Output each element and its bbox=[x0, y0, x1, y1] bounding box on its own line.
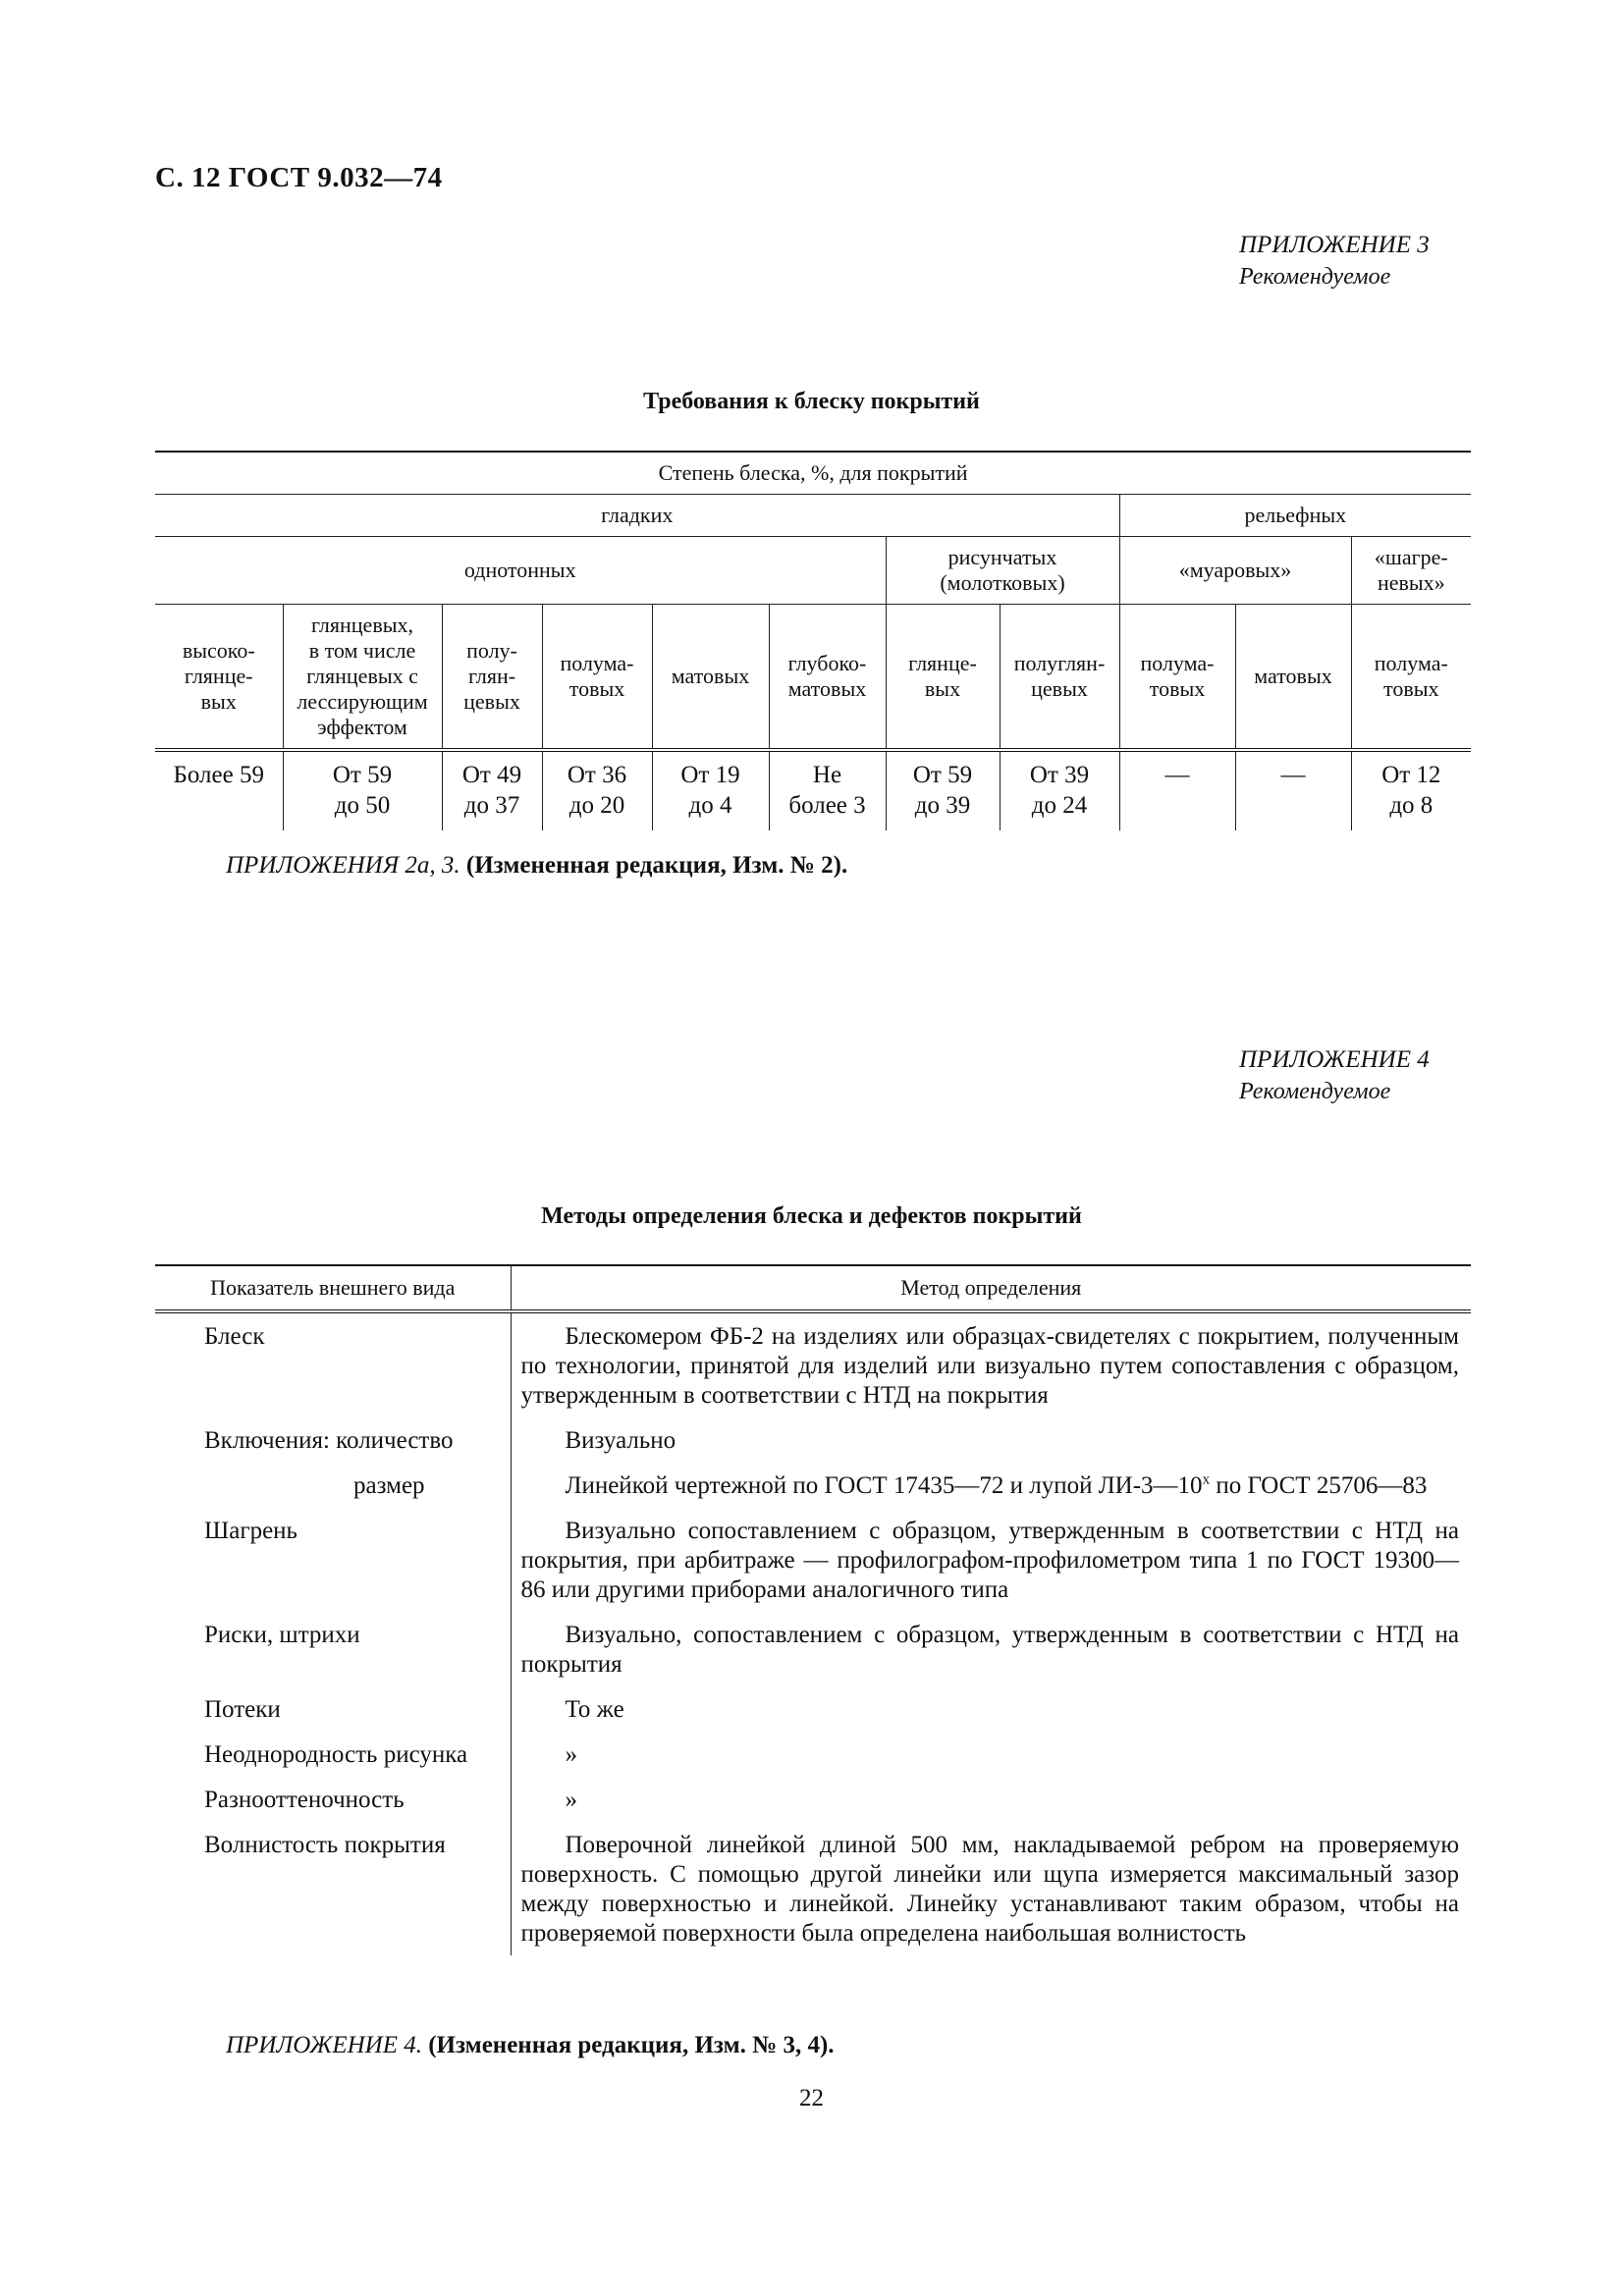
value-cell: От 12 до 8 bbox=[1351, 750, 1471, 830]
revision-note-1 bbox=[226, 852, 847, 880]
group-relief: рельефных bbox=[1119, 495, 1471, 537]
value-cell: От 49 до 37 bbox=[442, 750, 542, 830]
appendix-3-status: Рекомендуемое bbox=[1239, 264, 1391, 290]
value-cell: От 59 до 39 bbox=[886, 750, 1000, 830]
gloss-requirements-table bbox=[155, 451, 1471, 830]
table-row bbox=[155, 1463, 1471, 1508]
indicator-cell: Неоднородность рисунка bbox=[204, 1741, 468, 1768]
column-header: глубоко- матовых bbox=[769, 605, 886, 751]
table-row bbox=[155, 1612, 1471, 1686]
note-2-bold: (Измененная редакция, Изм. № 3, 4). bbox=[428, 2032, 835, 2058]
table-top-header: Степень блеска, %, для покрытий bbox=[155, 452, 1471, 495]
header-indicator: Показатель внешнего вида bbox=[155, 1265, 511, 1311]
method-cell: » bbox=[511, 1732, 1471, 1777]
column-header: глянцевых, в том числе глянцевых с лессирующим эффектом bbox=[283, 605, 442, 751]
column-header: полу- глян- цевых bbox=[442, 605, 542, 751]
method-text: Линейкой чертежной по ГОСТ 17435—72 и лупой ЛИ-3—10 bbox=[565, 1472, 1203, 1499]
page-number: 22 bbox=[799, 2085, 824, 2111]
method-cell: Визуально bbox=[511, 1417, 1471, 1463]
column-header: матовых bbox=[1235, 605, 1351, 751]
page-header: С. 12 ГОСТ 9.032—74 bbox=[155, 162, 443, 193]
indicator-cell: Риски, штрихи bbox=[204, 1622, 360, 1648]
column-header: полума- товых bbox=[542, 605, 652, 751]
value-cell: Более 59 bbox=[155, 750, 283, 830]
table-row bbox=[155, 1822, 1471, 1955]
table-row bbox=[155, 1311, 1471, 1417]
indicator-cell: размер bbox=[353, 1472, 425, 1499]
subgroup-monotone: однотонных bbox=[155, 537, 886, 605]
column-header: полума- товых bbox=[1119, 605, 1235, 751]
note-2-italic: ПРИЛОЖЕНИЕ 4. bbox=[226, 2032, 422, 2058]
value-cell: От 19 до 4 bbox=[652, 750, 769, 830]
revision-note-2 bbox=[226, 2032, 835, 2059]
method-cell: То же bbox=[511, 1686, 1471, 1732]
column-header: высоко- глянце- вых bbox=[155, 605, 283, 751]
table-row bbox=[155, 1417, 1471, 1463]
method-superscript: x bbox=[1202, 1471, 1211, 1488]
indicator-cell: Волнистость покрытия bbox=[204, 1832, 446, 1858]
indicator-cell: Разнооттеночность bbox=[204, 1787, 405, 1813]
appendix-4-label: ПРИЛОЖЕНИЕ 4 bbox=[1239, 1046, 1430, 1073]
column-header: матовых bbox=[652, 605, 769, 751]
value-cell: Не более 3 bbox=[769, 750, 886, 830]
subgroup-shagreen: «шагре- невых» bbox=[1351, 537, 1471, 605]
appendix-4-label-block bbox=[1239, 1043, 1430, 1108]
table-row bbox=[155, 1777, 1471, 1822]
value-cell: — bbox=[1235, 750, 1351, 830]
header-method: Метод определения bbox=[511, 1265, 1471, 1311]
note-1-bold: (Измененная редакция, Изм. № 2). bbox=[465, 852, 848, 879]
column-header: полуглян- цевых bbox=[1000, 605, 1119, 751]
method-cell: Визуально сопоставлением с образцом, утвержденным в соответствии с НТД на покрытия, при арбитраже — профилографом-профилометром типа 1 по ГОСТ 19300—86 или другими приборами аналогичного типа bbox=[511, 1508, 1471, 1612]
appendix-3-label: ПРИЛОЖЕНИЕ 3 bbox=[1239, 232, 1430, 258]
appendix-3-title: Требования к блеску покрытий bbox=[643, 389, 980, 414]
value-cell: От 59 до 50 bbox=[283, 750, 442, 830]
appendix-4-status: Рекомендуемое bbox=[1239, 1079, 1391, 1104]
value-cell: — bbox=[1119, 750, 1235, 830]
table-row bbox=[155, 1686, 1471, 1732]
appendix-4-title: Методы определения блеска и дефектов покрытий bbox=[541, 1203, 1082, 1229]
appendix-3-label-block bbox=[1239, 229, 1430, 294]
subgroup-moire: «муаровых» bbox=[1119, 537, 1351, 605]
table-row bbox=[155, 1732, 1471, 1777]
column-header: глянце- вых bbox=[886, 605, 1000, 751]
subgroup-patterned: рисунчатых (молотковых) bbox=[886, 537, 1119, 605]
indicator-cell: Блеск bbox=[204, 1323, 265, 1350]
column-header: полума- товых bbox=[1351, 605, 1471, 751]
indicator-cell: Шагрень bbox=[204, 1518, 298, 1544]
indicator-cell: Включения: количество bbox=[204, 1427, 454, 1454]
method-text: по ГОСТ 25706—83 bbox=[1210, 1472, 1428, 1499]
note-1-italic: ПРИЛОЖЕНИЯ 2а, 3. bbox=[226, 852, 460, 879]
method-cell: Поверочной линейкой длиной 500 мм, накладываемой ребром на проверяемую поверхность. С помощью другой линейки или щупа измеряется максимальный зазор между поверхностью и линейкой. Линейку устанавливают таким образом, чтобы на проверяемой поверхности была определена наибольшая волнистость bbox=[511, 1822, 1471, 1955]
method-cell bbox=[511, 1463, 1471, 1508]
indicator-cell: Потеки bbox=[204, 1696, 281, 1723]
methods-table bbox=[155, 1264, 1471, 1955]
table-row bbox=[155, 1508, 1471, 1612]
method-cell: » bbox=[511, 1777, 1471, 1822]
group-smooth: гладких bbox=[155, 495, 1119, 537]
method-cell: Визуально, сопоставлением с образцом, утвержденным в соответствии с НТД на покрытия bbox=[511, 1612, 1471, 1686]
method-cell: Блескомером ФБ-2 на изделиях или образцах-свидетелях с покрытием, полученным по технологии, принятой для изделий или визуально путем сопоставления с образцом, утвержденным в соответствии с НТД на покрытия bbox=[511, 1311, 1471, 1417]
value-cell: От 39 до 24 bbox=[1000, 750, 1119, 830]
value-cell: От 36 до 20 bbox=[542, 750, 652, 830]
